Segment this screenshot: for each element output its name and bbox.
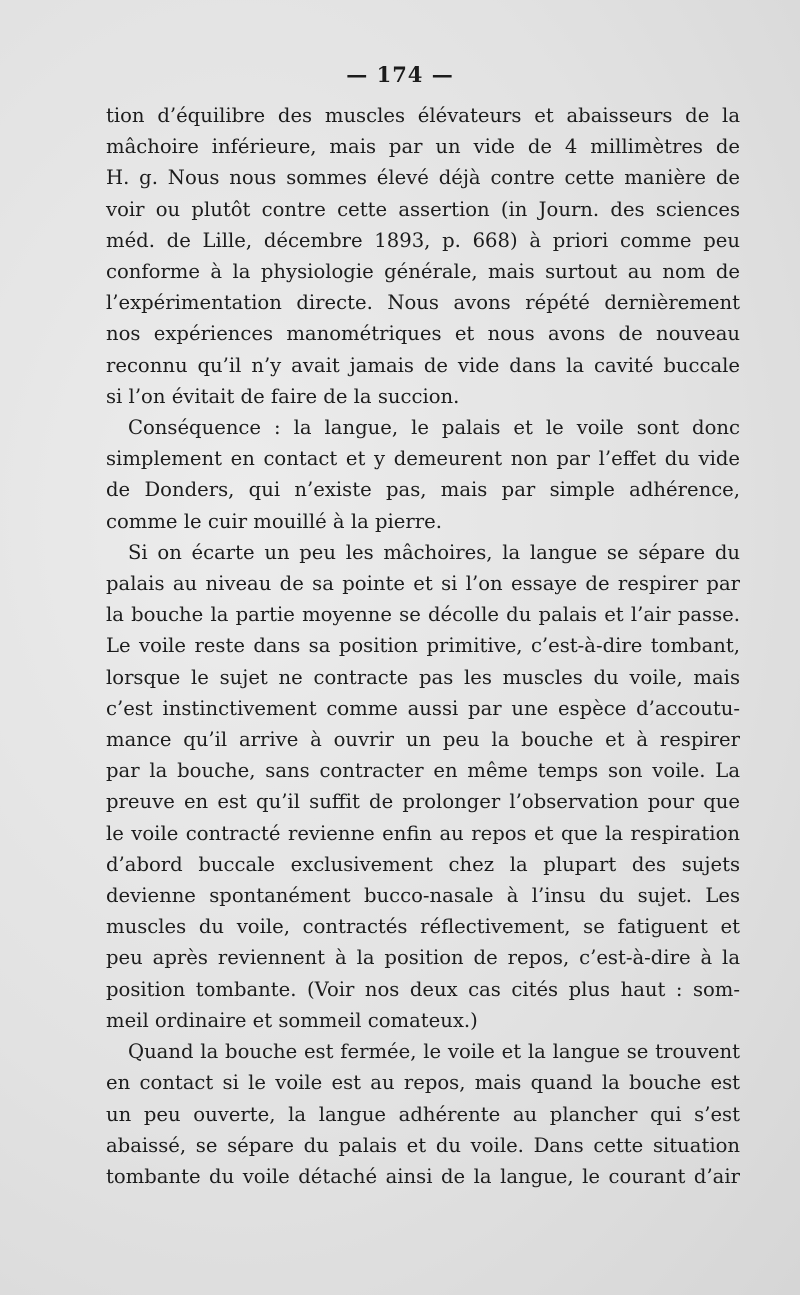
- text-line: si l’on évitait de faire de la succion.: [106, 384, 460, 408]
- text-line: d’abord buccale exclusivement chez la plupart des sujets: [106, 852, 740, 876]
- text-line: un peu ouverte, la langue adhérente au plancher qui s’est: [106, 1102, 740, 1126]
- text-line: reconnu qu’il n’y avait jamais de vide dans la cavité buccale: [106, 353, 740, 377]
- text-line: le voile contracté revienne enfin au repos et que la respiration: [106, 821, 740, 845]
- text-line: nos expériences manométriques et nous avons de nouveau: [106, 322, 740, 346]
- text-line: meil ordinaire et sommeil comateux.): [106, 1008, 478, 1032]
- text-line: lorsque le sujet ne contracte pas les muscles du voile, mais: [106, 665, 740, 689]
- text-line: muscles du voile, contractés réflectivement, se fatiguent et: [106, 915, 740, 939]
- text-line: position tombante. (Voir nos deux cas cités plus haut : som-: [106, 977, 740, 1001]
- paragraph-2: [106, 412, 740, 537]
- text-line: abaissé, se sépare du palais et du voile. Dans cette situation: [106, 1133, 740, 1157]
- text-line: mâchoire inférieure, mais par un vide de 4 millimètres de: [106, 135, 740, 159]
- text-line: palais au niveau de sa pointe et si l’on essaye de respirer par: [106, 572, 740, 596]
- text-line: H. g. Nous nous sommes élevé déjà contre cette manière de: [106, 166, 740, 190]
- body-text: [106, 100, 740, 1192]
- page-number: — 174 —: [346, 62, 454, 87]
- text-line: c’est instinctivement comme aussi par une espèce d’accoutu-: [106, 696, 740, 720]
- text-line: en contact si le voile est au repos, mais quand la bouche est: [106, 1071, 740, 1095]
- text-line: la bouche la partie moyenne se décolle du palais et l’air passe.: [106, 603, 740, 627]
- paragraph-1: [106, 100, 740, 412]
- text-line: Si on écarte un peu les mâchoires, la langue se sépare du: [128, 540, 740, 564]
- text-line: tombante du voile détaché ainsi de la langue, le courant d’air: [106, 1164, 740, 1188]
- text-line: simplement en contact et y demeurent non par l’effet du vide: [106, 447, 740, 471]
- text-line: comme le cuir mouillé à la pierre.: [106, 509, 442, 533]
- text-line: Quand la bouche est fermée, le voile et la langue se trouvent: [128, 1040, 740, 1064]
- text-line: Le voile reste dans sa position primitive, c’est-à-dire tombant,: [106, 634, 740, 658]
- text-line: de Donders, qui n’existe pas, mais par simple adhérence,: [106, 478, 740, 502]
- text-line: conforme à la physiologie générale, mais surtout au nom de: [106, 260, 740, 284]
- text-line: preuve en est qu’il suffit de prolonger l’observation pour que: [106, 790, 740, 814]
- text-line: Conséquence : la langue, le palais et le voile sont donc: [128, 416, 740, 440]
- text-line: par la bouche, sans contracter en même temps son voile. La: [106, 759, 740, 783]
- text-line: méd. de Lille, décembre 1893, p. 668) à priori comme peu: [106, 228, 740, 252]
- paragraph-3: [106, 537, 740, 1036]
- text-line: devienne spontanément bucco-nasale à l’insu du sujet. Les: [106, 884, 740, 908]
- text-line: tion d’équilibre des muscles élévateurs et abaisseurs de la: [106, 104, 740, 127]
- text-line: mance qu’il arrive à ouvrir un peu la bouche et à respirer: [106, 728, 740, 752]
- text-line: l’expérimentation directe. Nous avons répété dernièrement: [106, 291, 740, 315]
- text-line: voir ou plutôt contre cette assertion (in Journ. des sciences: [106, 197, 740, 221]
- text-line: peu après reviennent à la position de repos, c’est-à-dire à la: [106, 946, 740, 970]
- paragraph-4: [106, 1036, 740, 1192]
